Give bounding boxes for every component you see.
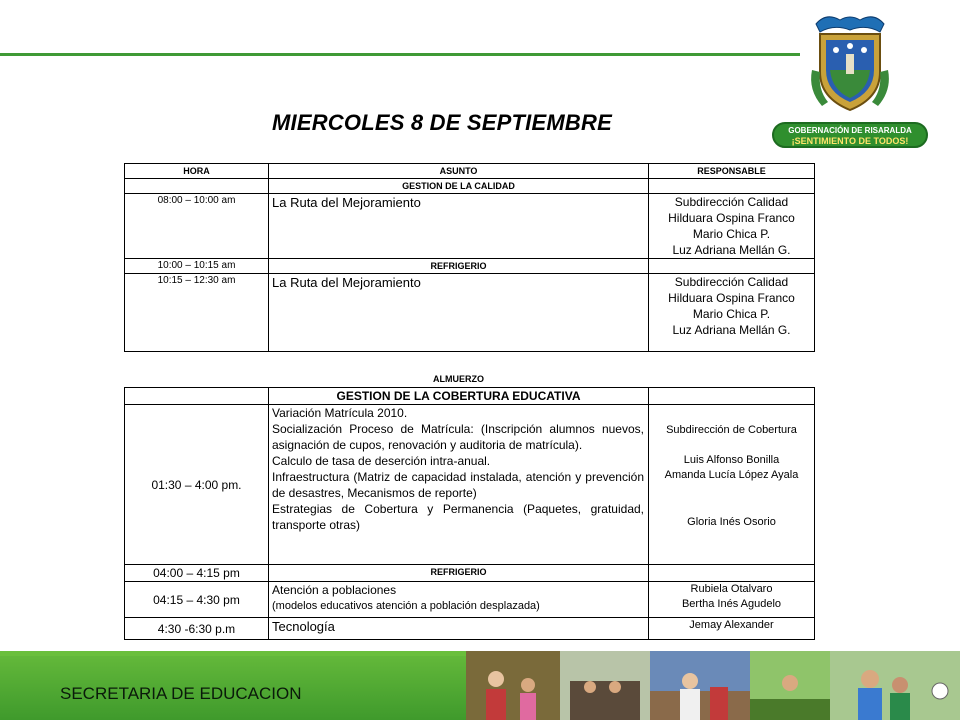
empty-cell [125, 388, 269, 405]
empty-cell [125, 179, 269, 194]
photo-children-icon [466, 651, 560, 720]
header-divider [0, 53, 800, 56]
row-hora: 01:30 – 4:00 pm. [125, 405, 269, 565]
photo-classroom-icon [560, 651, 650, 720]
row-asunto: La Ruta del Mejoramiento [269, 274, 649, 352]
section-title: GESTION DE LA COBERTURA EDUCATIVA [269, 388, 649, 405]
row-responsable [649, 274, 815, 352]
row-responsable: Jemay Alexander [649, 618, 815, 640]
responsable-line: Luz Adriana Mellán G. [672, 243, 791, 257]
responsable-line: Gloria Inés Osorio [687, 516, 776, 528]
table-row [125, 565, 815, 582]
row-hora: 10:00 – 10:15 am [125, 259, 269, 274]
empty-cell [649, 565, 815, 582]
row-asunto: Tecnología [269, 618, 649, 640]
responsable-line: Hilduara Ospina Franco [668, 291, 795, 305]
coat-of-arms-icon [806, 10, 894, 116]
row-asunto: REFRIGERIO [269, 565, 649, 582]
row-asunto [269, 582, 649, 618]
row-asunto [269, 405, 649, 565]
table-row [125, 618, 815, 640]
header-hora: HORA [125, 164, 269, 179]
logo-line2: ¡SENTIMIENTO DE TODOS! [791, 136, 909, 146]
photo-family-icon [830, 651, 960, 720]
table-row [125, 259, 815, 274]
section-title: GESTION DE LA CALIDAD [269, 179, 649, 194]
topic-line: Estrategias de Cobertura y Permanencia (Paquetes, gratuidad, transporte otras) [272, 502, 644, 532]
responsable-line: Amanda Lucía López Ayala [664, 469, 799, 481]
row-responsable [649, 582, 815, 618]
schedule-table-calidad [124, 163, 815, 352]
footer-photo-strip [466, 651, 960, 720]
topic-line: Calculo de tasa de deserción intra-anual. [272, 454, 491, 468]
photo-rural-icon [750, 651, 830, 720]
row-asunto: La Ruta del Mejoramiento [269, 194, 649, 259]
responsable-line: Mario Chica P. [692, 307, 771, 321]
row-asunto: REFRIGERIO [269, 259, 649, 274]
row-hora: 08:00 – 10:00 am [125, 194, 269, 259]
header-asunto: ASUNTO [269, 164, 649, 179]
empty-cell [649, 179, 815, 194]
empty-cell [649, 259, 815, 274]
row-hora: 04:00 – 4:15 pm [125, 565, 269, 582]
header-responsable: RESPONSABLE [649, 164, 815, 179]
empty-cell [649, 388, 815, 405]
topic-line: Infraestructura (Matriz de capacidad instalada, atención y prevención de desastres, Mecanismos de reporte) [272, 470, 644, 500]
page-title: MIERCOLES 8 DE SEPTIEMBRE [272, 110, 612, 135]
table-row [125, 194, 815, 259]
topic-line: (modelos educativos atención a población desplazada) [272, 600, 540, 612]
row-hora: 10:15 – 12:30 am [125, 274, 269, 352]
photo-community-icon [650, 651, 750, 720]
empty-cell [649, 371, 815, 388]
logo-line1: GOBERNACIÓN DE RISARALDA [788, 126, 912, 135]
row-responsable [649, 405, 815, 565]
row-hora: 04:15 – 4:30 pm [125, 582, 269, 618]
responsable-line: Mario Chica P. [692, 227, 771, 241]
row-hora: 4:30 -6:30 p.m [125, 618, 269, 640]
topic-line: Variación Matrícula 2010. [272, 406, 408, 420]
responsable-line: Subdirección Calidad [674, 195, 789, 209]
responsable-line: Luis Alfonso Bonilla [683, 454, 780, 466]
footer-department: SECRETARIA DE EDUCACION [60, 684, 302, 703]
topic-line: Atención a poblaciones [272, 583, 397, 597]
gobernacion-logo [772, 122, 928, 148]
responsable-line: Bertha Inés Agudelo [681, 598, 782, 610]
table-row [125, 274, 815, 352]
topic-line: Socialización Proceso de Matrícula: (Inscripción alumnos nuevos, asignación de cupos, renovación y auditoria de matrícula). [272, 422, 644, 452]
empty-cell [125, 371, 269, 388]
schedule-table-cobertura [124, 371, 815, 640]
row-responsable [649, 194, 815, 259]
table-row [125, 582, 815, 618]
table-row [125, 405, 815, 565]
responsable-line: Subdirección de Cobertura [666, 424, 797, 436]
responsable-line: Luz Adriana Mellán G. [672, 323, 791, 337]
responsable-line: Hilduara Ospina Franco [668, 211, 795, 225]
responsable-line: Rubiela Otalvaro [690, 583, 773, 595]
responsable-line: Subdirección Calidad [674, 275, 789, 289]
lunch-label: ALMUERZO [433, 374, 484, 384]
